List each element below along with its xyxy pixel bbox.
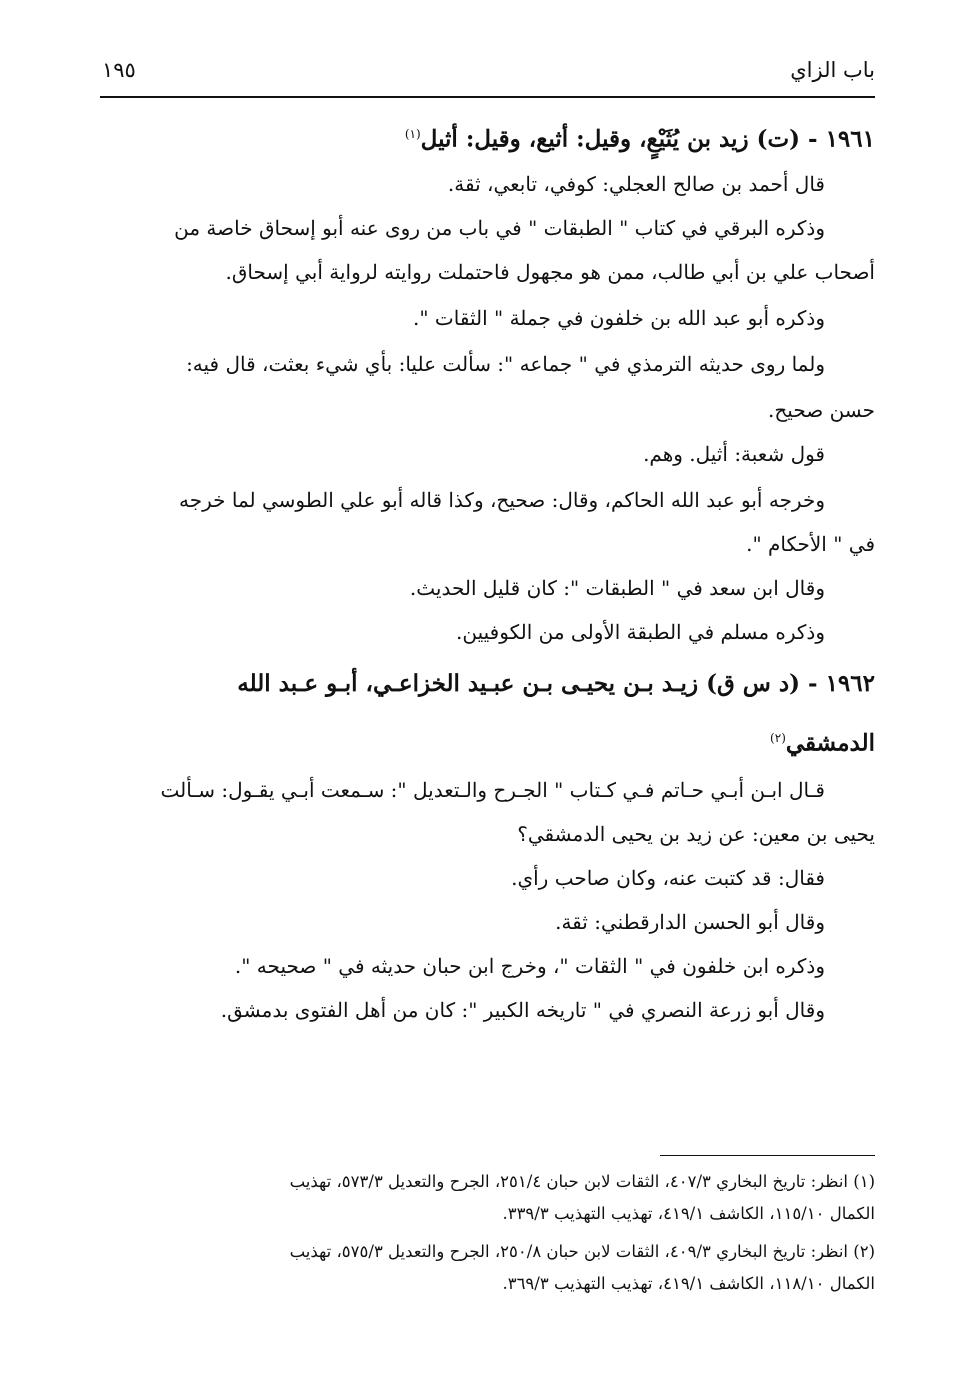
footnote-line: (٢) انظر: تاريخ البخاري ٤٠٩/٣، الثقات لابن حبان ٢٥٠/٨، الجرح والتعديل ٥٧٥/٣، تهذيب (289, 1242, 875, 1261)
text-line: قـال ابـن أبـي حـاتم فـي كـتاب " الجـرح والـتعديل ": سـمعت أبـي يقـول: سـألت (160, 778, 825, 802)
footnote-line: الكمال ١١٨/١٠، الكاشف ٤١٩/١، تهذيب التهذيب ٣٦٩/٣. (502, 1274, 875, 1293)
page-header (100, 50, 875, 98)
text-line: في " الأحكام ". (746, 532, 875, 556)
text-line: فقال: قد كتبت عنه، وكان صاحب رأي. (511, 866, 825, 890)
text-line: حسن صحيح. (768, 398, 875, 422)
section-title: باب الزاي (790, 58, 875, 82)
footnote-ref-1: (١) (404, 127, 421, 141)
entry-1962-heading-text: ١٩٦٢ - (د س ق) زيـد بـن يحيـى بـن عبـيد الخزاعـي، أبـو عـبد الله (237, 670, 875, 697)
entry-1962-heading (100, 662, 875, 706)
footnote-ref-2: (٢) (770, 731, 786, 745)
text-line: وذكره البرقي في كتاب " الطبقات " في باب من روى عنه أبو إسحاق خاصة من (174, 216, 825, 240)
text-line: وخرجه أبو عبد الله الحاكم، وقال: صحيح، وكذا قاله أبو علي الطوسي لما خرجه (179, 488, 825, 512)
text-line: ولما روى حديثه الترمذي في " جماعه ": سألت عليا: بأي شيء بعثت، قال فيه: (186, 352, 825, 376)
footnote-line: الكمال ١١٥/١٠، الكاشف ٤١٩/١، تهذيب التهذيب ٣٣٩/٣. (502, 1204, 875, 1223)
entry-1961-heading-text: ١٩٦١ - (ت) زيد بن يُثَيْعٍ، وقيل: أثيع، وقيل: أثيل (420, 125, 875, 153)
footnote-line: (١) انظر: تاريخ البخاري ٤٠٧/٣، الثقات لابن حبان ٢٥١/٤، الجرح والتعديل ٥٧٣/٣، تهذيب (289, 1172, 875, 1191)
text-line: يحيى بن معين: عن زيد بن يحيى الدمشقي؟ (517, 822, 875, 846)
page-number: ١٩٥ (102, 58, 136, 82)
text-line: وذكره ابن خلفون في " الثقات "، وخرج ابن حبان حديثه في " صحيحه ". (234, 954, 825, 978)
footnote-separator (660, 1155, 875, 1156)
text-line: وذكره مسلم في الطبقة الأولى من الكوفيين. (456, 620, 825, 644)
text-line: وذكره أبو عبد الله بن خلفون في جملة " الثقات ". (413, 306, 825, 330)
entry-1961-heading (100, 112, 875, 156)
text-line: قال أحمد بن صالح العجلي: كوفي، تابعي، ثقة. (447, 172, 825, 196)
text-line: وقال أبو الحسن الدارقطني: ثقة. (555, 910, 825, 934)
text-line: قول شعبة: أثيل. وهم. (643, 442, 825, 466)
entry-1962-heading-cont: الدمشقي$^{(٢)}$ (770, 729, 875, 757)
text-line: أصحاب علي بن أبي طالب، ممن هو مجهول فاحتملت روايته لرواية أبي إسحاق. (225, 260, 875, 284)
text-line: وقال ابن سعد في " الطبقات ": كان قليل الحديث. (409, 576, 825, 600)
text-line: وقال أبو زرعة النصري في " تاريخه الكبير ": كان من أهل الفتوى بدمشق. (220, 998, 825, 1022)
